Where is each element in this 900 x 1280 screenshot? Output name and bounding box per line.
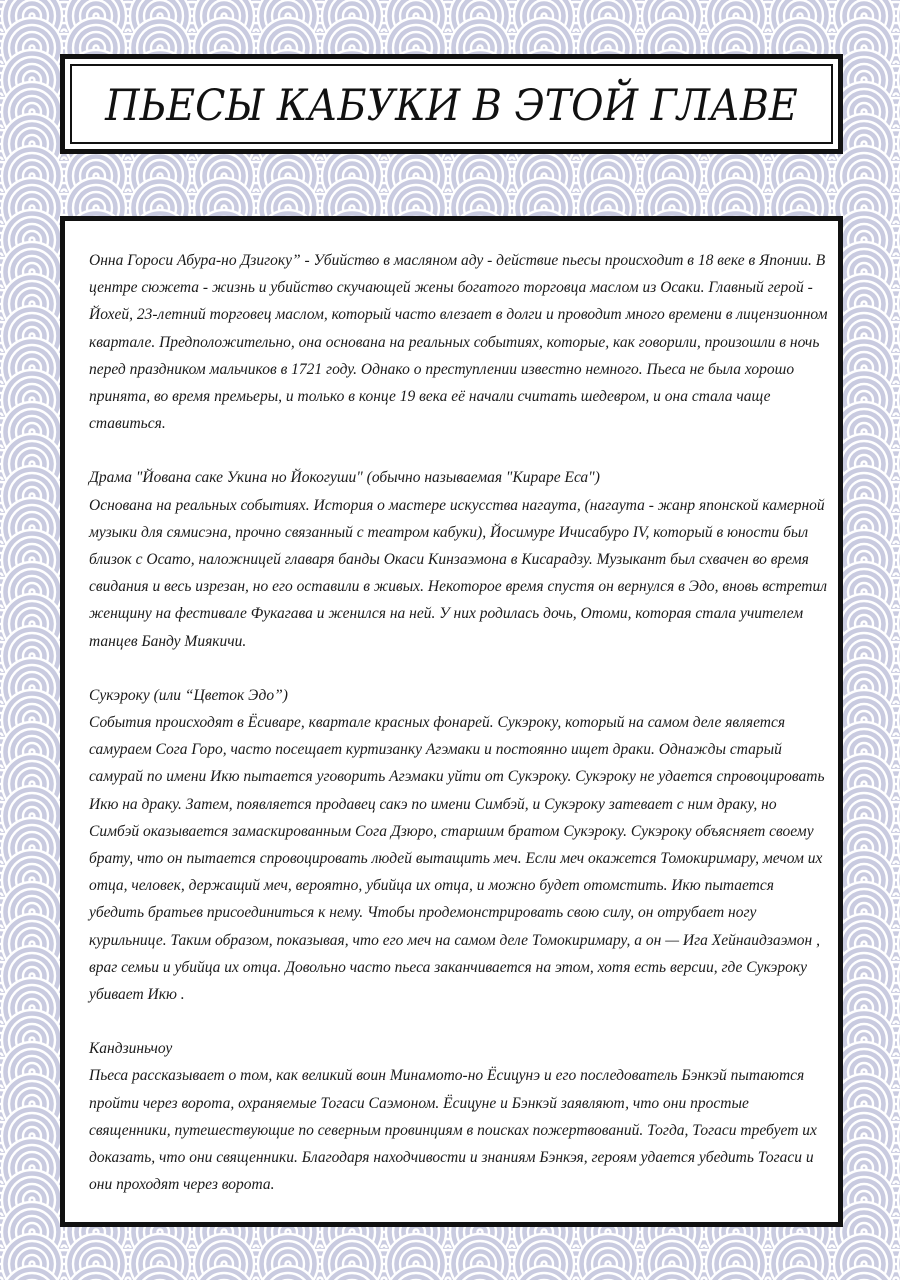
title-inner-frame <box>70 64 833 144</box>
section-body: Онна Гороси Абура-но Дзигоку” - Убийство в масляном аду - действие пьесы происходит в 18 веке в Японии. В центре сюжета - жизнь и убийство скучающей жены богатого торговца маслом из Осаки. Главный герой - Йохей, 23-летний торговец маслом, который часто влезает в долги и проводит много времени в лицензионном квартале. Предположительно, она основана на реальных событиях, которые, как говорили, произошли в ночь перед праздником мальчиков в 1721 году. Однако о преступлении известно немного. Пьеса не была хорошо принята, во время премьеры, и только в конце 19 века её начали считать шедевром, и она стала чаще ставиться. <box>89 252 828 433</box>
section-heading: Сукэроку (или “Цветок Эдо”) <box>89 686 288 704</box>
section-heading: Кандзиньчоу <box>89 1040 173 1058</box>
section-sukeroku <box>89 682 829 1008</box>
section-kanjincho <box>89 1035 829 1198</box>
section-body: Пьеса рассказывает о том, как великий воин Минамото-но Ёсицунэ и его последователь Бэнкэй пытаются пройти через ворота, охраняемые Тогаси Саэмоном. Ёсицуне и Бэнкэй заявляют, что они простые священники, путешествующие по северным провинциям в поисках пожертвований. Тогда, Тогаси требует их доказать, что они священники. Благодаря находчивости и знаниям Бэнкэя, героям удается убедить Тогаси и они проходят через ворота. <box>89 1067 817 1194</box>
content-frame <box>60 216 843 1227</box>
section-onna-goroshi <box>89 247 829 437</box>
section-heading: Драма "Йована саке Укина но Йокогуши" (обычно называемая "Кираре Еса") <box>89 469 600 487</box>
title-frame <box>60 54 843 154</box>
section-kirare-yosa <box>89 464 829 654</box>
section-body: События происходят в Ёсиваре, квартале красных фонарей. Сукэроку, который на самом деле является самураем Сога Горо, часто посещает куртизанку Агэмаки и постоянно ищет драки. Однажды старый самурай по имени Икю пытается уговорить Агэмаки уйти от Сукэроку. Сукэроку не удается спровоцировать Икю на драку. Затем, появляется продавец сакэ по имени Симбэй, и Сукэроку затевает с ним драку, но Симбэй оказывается замаскированным Сога Дзюро, старшим братом Сукэроку. Сукэроку объясняет своему брату, что он пытается спровоцировать людей вытащить меч. Если меч окажется Томокиримару, мечом их отца, человек, держащий меч, вероятно, убийца их отца, и можно будет отомстить. Икю пытается убедить братьев присоединиться к нему. Чтобы продемонстрировать свою силу, он отрубает ногу курильнице. Таким образом, показывая, что его меч на самом деле Томокиримару, а он — Ига Хейнаидзаэмон , враг семьи и убийца их отца. Довольно часто пьеса заканчивается на этом, хотя есть версии, где Сукэроку убивает Икю . <box>89 714 825 1004</box>
section-body: Основана на реальных событиях. История о мастере искусства нагаута, (нагаута - жанр японской камерной музыки для сямисэна, прочно связанный с театром кабуки), Йосимуре Ичисабуро IV, который в юности был близок с Осато, наложницей главаря банды Окаси Кинзаэмона в Кисарадзу. Музыкант был схвачен во время свидания и весь изрезан, но его оставили в живых. Некоторое время спустя он вернулся в Эдо, вновь встретил женщину на фестивале Фукагава и женился на ней. У них родилась дочь, Отоми, которая стала учителем танцев Банду Миякичи. <box>89 496 827 650</box>
content-text <box>89 247 829 1199</box>
page-title: ПЬЕСЫ КАБУКИ В ЭТОЙ ГЛАВЕ <box>105 81 798 131</box>
